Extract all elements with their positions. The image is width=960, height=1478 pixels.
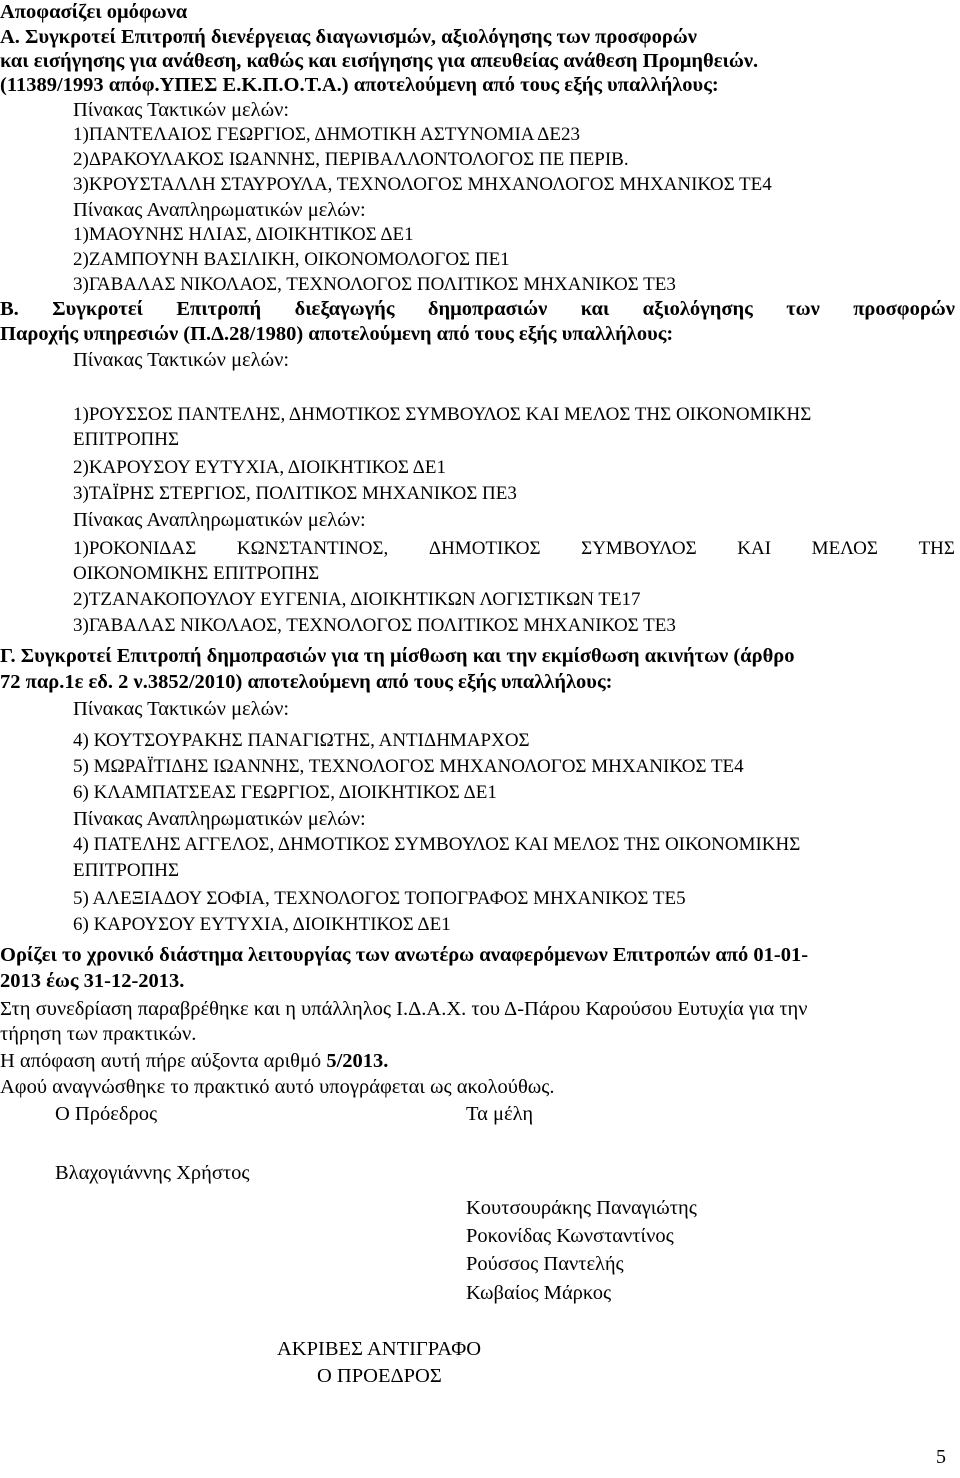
section-c-regular-6: 6) ΚΛΑΜΠΑΤΣΕΑΣ ΓΕΩΡΓΙΟΣ, ΔΙΟΙΚΗΤΙΚΟΣ ΔΕ1 <box>73 782 497 803</box>
section-b-word: Συγκροτεί <box>52 298 143 320</box>
alt-word: ΔΗΜΟΤΙΚΟΣ <box>428 538 541 559</box>
section-b-regular-2: 2)ΚΑΡΟΥΣΟΥ ΕΥΤΥΧΙΑ, ΔΙΟΙΚΗΤΙΚΟΣ ΔΕ1 <box>73 457 446 478</box>
section-c-line-1: Γ. Συγκροτεί Επιτροπή δημοπρασιών για τη μίσθωση και την εκμίσθωση ακινήτων (άρθρο <box>0 645 795 667</box>
section-a-regular-3: 3)ΚΡΟΥΣΤΑΛΛΗ ΣΤΑΥΡΟΥΛΑ, ΤΕΧΝΟΛΟΓΟΣ ΜΗΧΑΝΟΛΟΓΟΣ ΜΗΧΑΝΙΚΟΣ ΤΕ4 <box>73 174 772 195</box>
decision-prefix: Η απόφαση αυτή πήρε αύξοντα αριθμό <box>0 1050 327 1072</box>
section-b-line-2: Παροχής υπηρεσιών (Π.Δ.28/1980) αποτελούμενη από τους εξής υπαλλήλους: <box>0 323 674 345</box>
section-c-regular-5: 5) ΜΩΡΑΪΤΙΔΗΣ ΙΩΑΝΝΗΣ, ΤΕΧΝΟΛΟΓΟΣ ΜΗΧΑΝΟΛΟΓΟΣ ΜΗΧΑΝΙΚΟΣ ΤΕ4 <box>73 756 744 777</box>
section-b-word: Β. <box>0 298 19 320</box>
section-c-alternate-4a: 4) ΠΑΤΕΛΗΣ ΑΓΓΕΛΟΣ, ΔΗΜΟΤΙΚΟΣ ΣΥΜΒΟΥΛΟΣ ΚΑΙ ΜΕΛΟΣ ΤΗΣ ΟΙΚΟΝΟΜΙΚΗΣ <box>73 834 801 855</box>
alt-word: ΚΩΝΣΤΑΝΤΙΝΟΣ, <box>236 538 389 559</box>
section-b-word: των <box>786 298 820 320</box>
section-c-alternate-4b: ΕΠΙΤΡΟΠΗΣ <box>73 860 180 881</box>
decision-number: 5/2013. <box>326 1050 389 1072</box>
section-b-alternate-2: 2)ΤΖΑΝΑΚΟΠΟΥΛΟΥ ΕΥΓΕΝΙΑ, ΔΙΟΙΚΗΤΙΚΩΝ ΛΟΓΙΣΤΙΚΩΝ ΤΕ17 <box>73 589 641 610</box>
section-c-alternate-6: 6) ΚΑΡΟΥΣΟΥ ΕΥΤΥΧΙΑ, ΔΙΟΙΚΗΤΙΚΟΣ ΔΕ1 <box>73 914 451 935</box>
section-b-regular-1b: ΕΠΙΤΡΟΠΗΣ <box>73 429 180 450</box>
member-name-4: Κωβαίος Μάρκος <box>466 1282 612 1304</box>
president-label: Ο Πρόεδρος <box>55 1103 158 1125</box>
member-name-3: Ρούσσος Παντελής <box>466 1253 624 1275</box>
section-a-alternate-title: Πίνακας Αναπληρωματικών μελών: <box>73 199 366 221</box>
section-b-regular-1a: 1)ΡΟΥΣΣΟΣ ΠΑΝΤΕΛΗΣ, ΔΗΜΟΤΙΚΟΣ ΣΥΜΒΟΥΛΟΣ ΚΑΙ ΜΕΛΟΣ ΤΗΣ ΟΙΚΟΝΟΜΙΚΗΣ <box>73 404 812 425</box>
alt-word: ΚΑΙ <box>737 538 772 559</box>
section-b-regular-title: Πίνακας Τακτικών μελών: <box>73 349 290 371</box>
section-b-alternate-title: Πίνακας Αναπληρωματικών μελών: <box>73 509 366 531</box>
president-name: Βλαχογιάννης Χρήστος <box>55 1162 250 1184</box>
section-b-regular-3: 3)ΤΑΪΡΗΣ ΣΤΕΡΓΙΟΣ, ΠΟΛΙΤΙΚΟΣ ΜΗΧΑΝΙΚΟΣ ΠΕ3 <box>73 483 517 504</box>
alt-word: ΤΗΣ <box>918 538 955 559</box>
decision-number-line <box>0 1049 388 1073</box>
closing-line: Αφού αναγνώσθηκε το πρακτικό αυτό υπογράφεται ως ακολούθως. <box>0 1076 555 1098</box>
period-line-1: Ορίζει το χρονικό διάστημα λειτουργίας των ανωτέρω αναφερόμενων Επιτροπών από 01-01- <box>0 944 809 966</box>
section-b-alternate-1b: ΟΙΚΟΝΟΜΙΚΗΣ ΕΠΙΤΡΟΠΗΣ <box>73 563 320 584</box>
section-a-regular-title: Πίνακας Τακτικών μελών: <box>73 99 290 121</box>
section-c-line-2: 72 παρ.1ε εδ. 2 ν.3852/2010) αποτελούμενη από τους εξής υπαλλήλους: <box>0 671 613 693</box>
section-b-word: δημοπρασιών <box>427 298 548 320</box>
true-copy-label: ΑΚΡΙΒΕΣ ΑΝΤΙΓΡΑΦΟ <box>277 1338 482 1360</box>
section-b-word: αξιολόγησης <box>642 298 753 320</box>
page-number: 5 <box>936 1446 946 1468</box>
section-a-regular-1: 1)ΠΑΝΤΕΛΑΙΟΣ ΓΕΩΡΓΙΟΣ, ΔΗΜΟΤΙΚΗ ΑΣΤΥΝΟΜΙΑ ΔΕ23 <box>73 124 580 145</box>
section-c-alternate-title: Πίνακας Αναπληρωματικών μελών: <box>73 808 366 830</box>
alt-word: ΜΕΛΟΣ <box>811 538 878 559</box>
member-name-2: Ροκονίδας Κωνσταντίνος <box>466 1225 674 1247</box>
section-a-regular-2: 2)ΔΡΑΚΟΥΛΑΚΟΣ ΙΩΑΝΝΗΣ, ΠΕΡΙΒΑΛΛΟΝΤΟΛΟΓΟΣ ΠΕ ΠΕΡΙΒ. <box>73 149 629 170</box>
section-c-regular-4: 4) ΚΟΥΤΣΟΥΡΑΚΗΣ ΠΑΝΑΓΙΩΤΗΣ, ΑΝΤΙΔΗΜΑΡΧΟΣ <box>73 730 530 751</box>
section-b-alternate-1a <box>73 537 955 561</box>
section-a-line-2: και εισήγησης για ανάθεση, καθώς και εισήγησης για απευθείας ανάθεση Προμηθειών. <box>0 50 759 72</box>
section-b-word: Επιτροπή <box>176 298 262 320</box>
attendance-line-2: τήρηση των πρακτικών. <box>0 1023 197 1045</box>
section-b-alternate-3: 3)ΓΑΒΑΛΑΣ ΝΙΚΟΛΑΟΣ, ΤΕΧΝΟΛΟΓΟΣ ΠΟΛΙΤΙΚΟΣ ΜΗΧΑΝΙΚΟΣ ΤΕ3 <box>73 615 676 636</box>
period-line-2: 2013 έως 31-12-2013. <box>0 970 185 992</box>
section-b-word: και <box>580 298 610 320</box>
section-a-alternate-2: 2)ΖΑΜΠΟΥΝΗ ΒΑΣΙΛΙΚΗ, ΟΙΚΟΝΟΜΟΛΟΓΟΣ ΠΕ1 <box>73 249 510 270</box>
section-b-word: προσφορών <box>853 298 955 320</box>
attendance-line-1: Στη συνεδρίαση παραβρέθηκε και η υπάλληλος Ι.Δ.Α.Χ. του Δ-Πάρου Καρούσου Ευτυχία για την <box>0 998 808 1020</box>
section-a-alternate-1: 1)ΜΑΟΥΝΗΣ ΗΛΙΑΣ, ΔΙΟΙΚΗΤΙΚΟΣ ΔΕ1 <box>73 224 414 245</box>
member-name-1: Κουτσουράκης Παναγιώτης <box>466 1197 697 1219</box>
alt-word: ΣΥΜΒΟΥΛΟΣ <box>581 538 697 559</box>
alt-word: 1)ΡΟΚΟΝΙΔΑΣ <box>73 538 197 559</box>
section-c-alternate-5: 5) ΑΛΕΞΙΑΔΟΥ ΣΟΦΙΑ, ΤΕΧΝΟΛΟΓΟΣ ΤΟΠΟΓΡΑΦΟΣ ΜΗΧΑΝΙΚΟΣ ΤΕ5 <box>73 888 686 909</box>
section-b-line-1 <box>0 297 955 321</box>
section-a-alternate-3: 3)ΓΑΒΑΛΑΣ ΝΙΚΟΛΑΟΣ, ΤΕΧΝΟΛΟΓΟΣ ΠΟΛΙΤΙΚΟΣ ΜΗΧΑΝΙΚΟΣ ΤΕ3 <box>73 274 676 295</box>
section-b-word: διεξαγωγής <box>294 298 395 320</box>
header-decides: Αποφασίζει ομόφωνα <box>0 1 188 23</box>
true-copy-president: Ο ΠΡΟΕΔΡΟΣ <box>317 1365 442 1387</box>
members-label: Τα μέλη <box>466 1103 534 1125</box>
section-a-line-1: Α. Συγκροτεί Επιτροπή διενέργειας διαγωνισμών, αξιολόγησης των προσφορών <box>0 26 697 48</box>
section-a-line-3: (11389/1993 απόφ.ΥΠΕΣ Ε.Κ.Π.Ο.Τ.Α.) αποτελούμενη από τους εξής υπαλλήλους: <box>0 74 719 96</box>
section-c-regular-title: Πίνακας Τακτικών μελών: <box>73 698 290 720</box>
